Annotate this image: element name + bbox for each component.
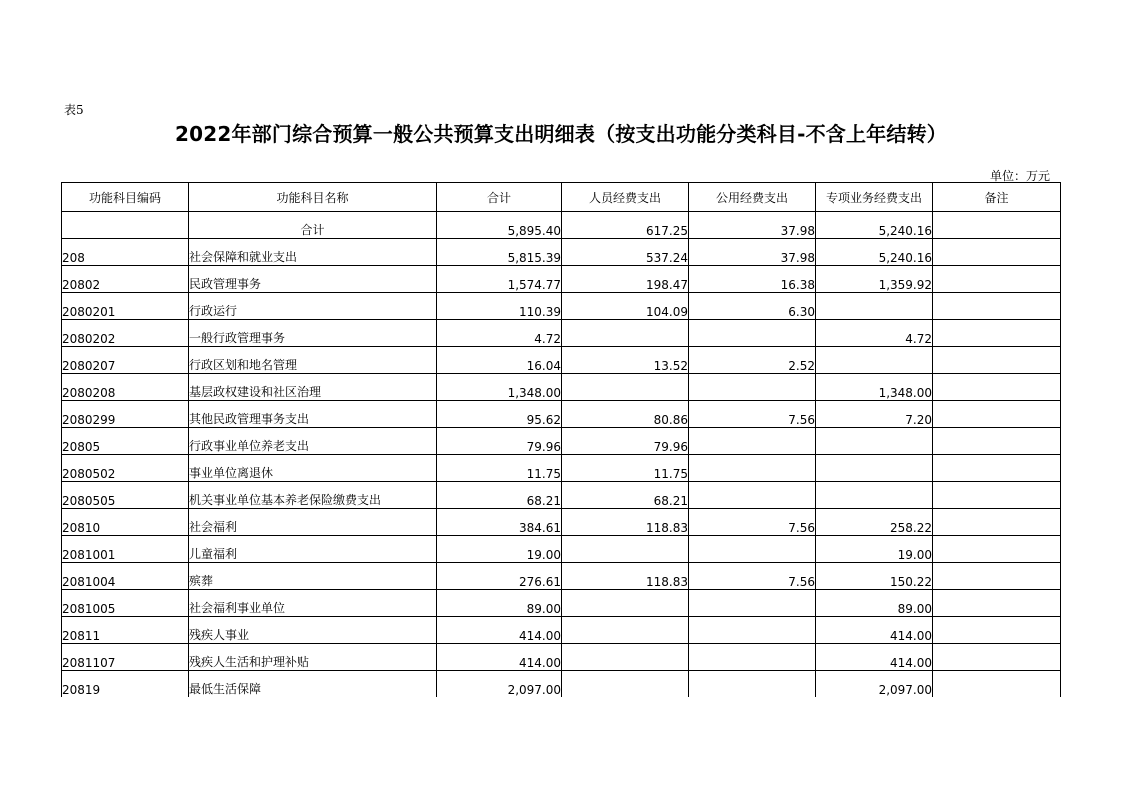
- special-cell: [816, 293, 933, 320]
- code-cell: 2080505: [62, 482, 189, 509]
- table-number: 表5: [64, 103, 84, 117]
- note-cell: [933, 239, 1061, 266]
- personnel-cell: 13.52: [562, 347, 689, 374]
- total-cell: 110.39: [437, 293, 562, 320]
- note-cell: [933, 320, 1061, 347]
- personnel-cell: 80.86: [562, 401, 689, 428]
- code-cell: 2081005: [62, 590, 189, 617]
- personnel-cell: 68.21: [562, 482, 689, 509]
- table-row: [62, 266, 1061, 293]
- code-cell: 2081004: [62, 563, 189, 590]
- personnel-cell: [562, 536, 689, 563]
- note-cell: [933, 644, 1061, 671]
- col-header-name: 功能科目名称: [189, 183, 437, 212]
- note-cell: [933, 536, 1061, 563]
- code-cell: 2081107: [62, 644, 189, 671]
- special-cell: 414.00: [816, 644, 933, 671]
- name-cell: 事业单位离退休: [189, 455, 437, 482]
- special-cell: 19.00: [816, 536, 933, 563]
- name-cell: 其他民政管理事务支出: [189, 401, 437, 428]
- table-row: [62, 347, 1061, 374]
- note-cell: [933, 428, 1061, 455]
- total-row: [62, 212, 1061, 239]
- total-cell: 16.04: [437, 347, 562, 374]
- public-cell: [689, 536, 816, 563]
- special-cell: 1,359.92: [816, 266, 933, 293]
- total-cell: 384.61: [437, 509, 562, 536]
- header-row: [62, 183, 1061, 212]
- total-amount-cell: 5,895.40: [437, 212, 562, 239]
- personnel-cell: [562, 617, 689, 644]
- total-cell: 19.00: [437, 536, 562, 563]
- special-cell: 4.72: [816, 320, 933, 347]
- personnel-cell: 198.47: [562, 266, 689, 293]
- name-cell: 残疾人生活和护理补贴: [189, 644, 437, 671]
- public-cell: [689, 320, 816, 347]
- page-title: 2022年部门综合预算一般公共预算支出明细表（按支出功能分类科目-不含上年结转）: [175, 122, 947, 146]
- name-cell: 民政管理事务: [189, 266, 437, 293]
- code-cell: 2080208: [62, 374, 189, 401]
- total-cell: 4.72: [437, 320, 562, 347]
- note-cell: [933, 617, 1061, 644]
- special-cell: 1,348.00: [816, 374, 933, 401]
- personnel-cell: [562, 374, 689, 401]
- table-row: [62, 428, 1061, 455]
- code-cell: 2081001: [62, 536, 189, 563]
- code-cell: 2080201: [62, 293, 189, 320]
- total-cell: 89.00: [437, 590, 562, 617]
- personnel-cell: 79.96: [562, 428, 689, 455]
- col-header-personnel: 人员经费支出: [562, 183, 689, 212]
- personnel-cell: [562, 590, 689, 617]
- total-cell: 276.61: [437, 563, 562, 590]
- special-cell: 150.22: [816, 563, 933, 590]
- name-cell: 行政区划和地名管理: [189, 347, 437, 374]
- name-cell: 儿童福利: [189, 536, 437, 563]
- col-header-code: 功能科目编码: [62, 183, 189, 212]
- table-row: [62, 293, 1061, 320]
- public-cell: [689, 482, 816, 509]
- public-cell: [689, 671, 816, 698]
- public-cell: 16.38: [689, 266, 816, 293]
- note-cell: [933, 293, 1061, 320]
- special-cell: 89.00: [816, 590, 933, 617]
- special-cell: [816, 428, 933, 455]
- personnel-cell: [562, 671, 689, 698]
- name-cell: 殡葬: [189, 563, 437, 590]
- col-header-special: 专项业务经费支出: [816, 183, 933, 212]
- note-cell: [933, 590, 1061, 617]
- total-special-cell: 5,240.16: [816, 212, 933, 239]
- name-cell: 最低生活保障: [189, 671, 437, 698]
- name-cell: 社会福利: [189, 509, 437, 536]
- note-cell: [933, 374, 1061, 401]
- table-row: [62, 455, 1061, 482]
- code-cell: 208: [62, 239, 189, 266]
- total-cell: 79.96: [437, 428, 562, 455]
- total-code-cell: [62, 212, 189, 239]
- public-cell: [689, 590, 816, 617]
- name-cell: 行政运行: [189, 293, 437, 320]
- personnel-cell: [562, 320, 689, 347]
- public-cell: [689, 644, 816, 671]
- table-row: [62, 509, 1061, 536]
- budget-table: [61, 182, 1061, 697]
- note-cell: [933, 509, 1061, 536]
- code-cell: 20819: [62, 671, 189, 698]
- personnel-cell: 118.83: [562, 509, 689, 536]
- name-cell: 机关事业单位基本养老保险缴费支出: [189, 482, 437, 509]
- public-cell: 7.56: [689, 563, 816, 590]
- table-row: [62, 563, 1061, 590]
- public-cell: 2.52: [689, 347, 816, 374]
- special-cell: 258.22: [816, 509, 933, 536]
- name-cell: 基层政权建设和社区治理: [189, 374, 437, 401]
- table-row: [62, 374, 1061, 401]
- special-cell: [816, 455, 933, 482]
- public-cell: 7.56: [689, 401, 816, 428]
- col-header-total: 合计: [437, 183, 562, 212]
- total-cell: 414.00: [437, 644, 562, 671]
- table-row: [62, 320, 1061, 347]
- total-cell: 1,348.00: [437, 374, 562, 401]
- name-cell: 社会保障和就业支出: [189, 239, 437, 266]
- personnel-cell: 118.83: [562, 563, 689, 590]
- personnel-cell: 11.75: [562, 455, 689, 482]
- note-cell: [933, 455, 1061, 482]
- table-row: [62, 536, 1061, 563]
- code-cell: 20810: [62, 509, 189, 536]
- public-cell: [689, 428, 816, 455]
- personnel-cell: 104.09: [562, 293, 689, 320]
- public-cell: 37.98: [689, 239, 816, 266]
- col-header-note: 备注: [933, 183, 1061, 212]
- total-cell: 1,574.77: [437, 266, 562, 293]
- note-cell: [933, 401, 1061, 428]
- public-cell: 7.56: [689, 509, 816, 536]
- table-row: [62, 239, 1061, 266]
- total-cell: 2,097.00: [437, 671, 562, 698]
- total-cell: 414.00: [437, 617, 562, 644]
- total-label-cell: 合计: [189, 212, 437, 239]
- table-row: [62, 617, 1061, 644]
- code-cell: 2080207: [62, 347, 189, 374]
- total-cell: 5,815.39: [437, 239, 562, 266]
- note-cell: [933, 671, 1061, 698]
- note-cell: [933, 563, 1061, 590]
- table-row: [62, 644, 1061, 671]
- personnel-cell: 537.24: [562, 239, 689, 266]
- special-cell: 414.00: [816, 617, 933, 644]
- personnel-cell: [562, 644, 689, 671]
- code-cell: 20811: [62, 617, 189, 644]
- total-cell: 95.62: [437, 401, 562, 428]
- special-cell: 7.20: [816, 401, 933, 428]
- total-personnel-cell: 617.25: [562, 212, 689, 239]
- total-public-cell: 37.98: [689, 212, 816, 239]
- public-cell: [689, 374, 816, 401]
- special-cell: 5,240.16: [816, 239, 933, 266]
- special-cell: [816, 347, 933, 374]
- table-row: [62, 401, 1061, 428]
- total-cell: 68.21: [437, 482, 562, 509]
- name-cell: 社会福利事业单位: [189, 590, 437, 617]
- code-cell: 2080202: [62, 320, 189, 347]
- name-cell: 残疾人事业: [189, 617, 437, 644]
- code-cell: 2080502: [62, 455, 189, 482]
- public-cell: [689, 455, 816, 482]
- public-cell: [689, 617, 816, 644]
- code-cell: 2080299: [62, 401, 189, 428]
- unit-label: 单位：万元: [990, 169, 1051, 183]
- code-cell: 20805: [62, 428, 189, 455]
- total-cell: 11.75: [437, 455, 562, 482]
- name-cell: 行政事业单位养老支出: [189, 428, 437, 455]
- total-note-cell: [933, 212, 1061, 239]
- public-cell: 6.30: [689, 293, 816, 320]
- table-row: [62, 590, 1061, 617]
- note-cell: [933, 482, 1061, 509]
- table-row: [62, 482, 1061, 509]
- code-cell: 20802: [62, 266, 189, 293]
- note-cell: [933, 266, 1061, 293]
- special-cell: [816, 482, 933, 509]
- col-header-public: 公用经费支出: [689, 183, 816, 212]
- name-cell: 一般行政管理事务: [189, 320, 437, 347]
- table-row: [62, 671, 1061, 698]
- note-cell: [933, 347, 1061, 374]
- special-cell: 2,097.00: [816, 671, 933, 698]
